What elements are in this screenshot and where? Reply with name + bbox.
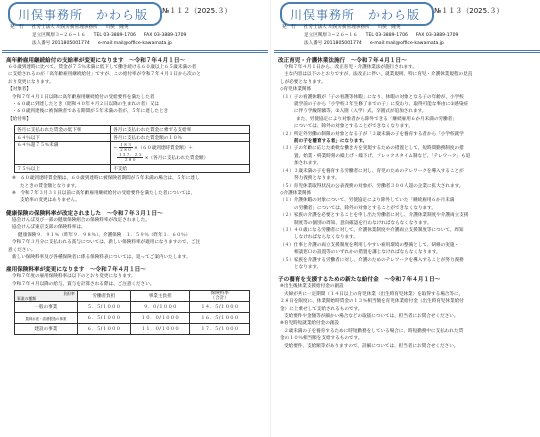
paragraph: ６０歳到達時に比べて、賃金が７５％未満に低下して働き続ける６０歳以上６５歳未満の者 — [8, 65, 197, 70]
denominator: ２８０ — [119, 147, 132, 153]
note: 支給率の変更はありません。 — [20, 198, 80, 204]
publisher-tel: TEL 03-3889-1706 — [93, 33, 136, 38]
list-item-cont: 制度等の個別の周知、意向確認を行わなければならなくなります。 — [294, 220, 432, 226]
table-cell: １４．５/１０００ — [190, 302, 250, 313]
header-rule — [274, 50, 540, 51]
header-rule-thin — [274, 52, 540, 53]
table-cell: ６４％以下 — [15, 134, 111, 142]
table-row — [15, 142, 250, 165]
section-title: 高年齢雇用継続給付の支給率が変更になります ～令和７年４月１日～ — [6, 58, 186, 64]
table-header — [190, 291, 250, 302]
paragraph: 新しい保険料率及び各種保険者に係る保険料表については、追ってご案内いたします。 — [12, 254, 191, 260]
header-rule-thin — [2, 52, 268, 53]
table-cell: ６４％超７５％未満 — [15, 142, 111, 165]
formula-cell: − $\frac{183}{280} \times(60$歳到達時賃金額）＋ $\frac{137.25}{280}$ ×（各月に支払われた賃金額） — [111, 142, 250, 165]
paragraph: に支給されるのが「高年齢雇用継続給付」ですが、この給付率が令和７年４月１日から次のと — [8, 72, 201, 78]
newsletter-page-112 — [2, 0, 268, 437]
subheading: ※出生後休業支援給付金の創設 — [280, 284, 344, 290]
list-item-cont: また、労使協定により対象者から除外できる「継続雇用６か月未満の労働者」 — [296, 116, 457, 122]
list-item-cont: しなければならなくなります。 — [294, 235, 358, 241]
corporate-number: 法人番号 2011805001774 — [304, 41, 362, 46]
paragraph: 令和７年４月１日以降に高年齢雇用継続給付の受給要件を満たした者 — [12, 94, 155, 100]
table-header — [15, 291, 78, 302]
newsletter-page-113 — [274, 0, 540, 437]
subheading: 【給付率】 — [8, 116, 31, 122]
table-row — [15, 165, 250, 173]
table-row — [15, 134, 250, 142]
list-item: （２）所定外労働の制限の対象となる子が「３歳未満の子を養育する者から「小学校就学 — [280, 131, 464, 137]
table-cell: １７．５/１０００ — [190, 324, 250, 335]
paragraph: 金の１０％相当額を支給するものです。 — [280, 336, 363, 342]
table-cell: １１．０/１０００ — [130, 324, 190, 335]
table-header: 各月に支払われた賃金に乗ずる支給率 — [111, 126, 250, 134]
numerator: １８３ — [119, 142, 132, 148]
publisher-name: 社労士法人 川俣労務管理事務所 — [303, 25, 370, 30]
subheading: ※育児時短就業給付金の創設 — [280, 321, 339, 327]
paragraph: ・６０歳に到達したとき（昭和４０年４月２日以降の生まれの者）又は — [12, 102, 160, 108]
publisher-block — [282, 24, 458, 48]
section-title: 子の養育を支援するための新たな給付金 ～令和７年４月１日～ — [278, 277, 441, 284]
publisher-address: 足立区関原３−２６−１６ — [304, 33, 358, 38]
list-item-cont: となります。 — [294, 264, 322, 270]
table-cell: １６．５/１０００ — [190, 313, 250, 324]
paragraph: 令和７年４月以降の給与、賞与を計算される際は、ご注意ください。 — [12, 281, 155, 287]
newsletter-logo — [280, 2, 434, 26]
publisher-email: e-mail:mail@office-kawamata.jp — [97, 41, 172, 46]
publisher-address: 足立区関原３−２６−１６ — [32, 33, 86, 38]
header-sub: 負担率 — [63, 291, 75, 297]
header-sub: 事業の種類 — [17, 296, 36, 302]
section-childcare-law — [278, 56, 536, 271]
paragraph: 主な内容は以下のとおりですが、法改正に伴い、就業規則、特に育児・介護休業規程の見直 — [284, 72, 473, 78]
section-childcare-benefit — [278, 275, 536, 350]
paragraph: 健康保険９．９１％（昨年９．９８％）、介護保険 １．５９％（昨年１．６０％） — [18, 232, 191, 238]
table-cell: 不支給 — [111, 165, 250, 173]
paragraph: ２８日を限度に、休業開始時賃金の１３％相当額を育児休業給付金（出生時育児休業給付 — [280, 299, 464, 305]
list-item: （２）家族の介護を必要とすることを申し出た労働者に対し、介護休業制度や介護両立支援 — [280, 213, 469, 219]
publisher-label: 発 行 — [282, 25, 296, 30]
paragraph: 意ください。 — [8, 247, 36, 253]
table-header: 労働者負担 — [77, 291, 130, 302]
list-item-cont: については、除外の対象とすることができなくなります。 — [294, 124, 413, 130]
table-cell: 一般の事業 — [15, 302, 78, 313]
table-cell: 農林水産・清酒製造の事業 — [15, 313, 78, 324]
table-cell: ７５％以上 — [15, 165, 111, 173]
list-item: （１）子の看護休暇が「子の看護等休暇」になり、休暇の対象となる子の年齢が、小学校 — [280, 94, 464, 100]
numerator: １３７．２５ — [118, 152, 143, 158]
corporate-number: 法人番号 2011805001774 — [32, 41, 90, 46]
table-row — [15, 313, 250, 324]
denominator: ２８０ — [124, 157, 137, 163]
issue-number: №１１３（2025.３） — [434, 7, 504, 15]
subheading: ◇育児休業関係 — [280, 87, 312, 93]
newsletter-header — [274, 0, 540, 52]
section-title: 雇用保険料率が変更になります ～令和７年４月１日～ — [6, 267, 146, 274]
paragraph: 協会けんぽ及び一部の健康保険組合の保険料率が改定されました。 — [12, 217, 150, 223]
table-cell: ６．５/１０００ — [77, 324, 130, 335]
newsletter-title: 川俣事務所 かわら版 — [18, 8, 149, 22]
list-item: （３）４０歳になる労働者に対して、介護休業制度や介護両立支援制度等について、周知 — [280, 227, 464, 233]
issue-number: №１１２（2025.３） — [162, 7, 232, 15]
section-title: 改正育児・介護休業法施行 ～令和７年４月１日～ — [278, 58, 407, 64]
paragraph: ２歳未満の子を養育するために時短勤務をしている場合に、時短勤務中に支払われた賃 — [284, 328, 464, 334]
table-cell: 建設の事業 — [15, 324, 78, 335]
list-item-cont: 置、始業・終業時刻の繰上げ・繰下げ、フレックスタイム制など、「テレワーク」も追 — [294, 153, 471, 159]
publisher-tel: TEL 03-3889-1706 — [365, 33, 408, 38]
table-row — [15, 324, 250, 335]
publisher-block — [10, 24, 186, 48]
note: ※ ６０歳到達時賃金額は、６０歳到達時に被保険者期間が５年未満の場合は、５年に達し — [12, 176, 200, 182]
section-health-insurance — [6, 209, 264, 261]
paragraph: 支給要件や金額等が細かい場合などの取扱については、担当者にお問合せください。 — [284, 314, 459, 319]
section-employment-continuation — [6, 56, 264, 205]
header-sub: （合計） — [210, 296, 229, 302]
list-item: （５）家族を介護する労働者に対し、介護のためのテレワークを導入することが努力義務 — [280, 257, 464, 263]
publisher-label: 発 行 — [10, 25, 24, 30]
table-cell: ５．５/１０００ — [77, 302, 130, 313]
newsletter-logo — [8, 2, 162, 26]
section-employment-insurance — [6, 265, 264, 335]
paragraph: しが必要となります。 — [280, 79, 326, 85]
publisher-name: 社労士法人 川俣労務管理事務所 — [31, 25, 98, 30]
publisher-email: e-mail:mail@office-kawamata.jp — [369, 41, 444, 46]
list-item-cont: 努力義務となります。 — [294, 176, 340, 182]
employment-insurance-rate-table — [14, 290, 250, 335]
newsletter-header — [2, 0, 268, 52]
publisher-person: 川俣 隆英 — [105, 25, 129, 30]
table-row — [15, 126, 250, 134]
header-rule — [2, 50, 268, 51]
paragraph: 金）に上乗せして支給されるものです。 — [280, 306, 363, 312]
list-item-cont: 前の子を養育する者」になります。 — [294, 139, 368, 145]
table-header: 各月に支払われた賃金の低下率 — [15, 126, 111, 134]
table-cell: ９．０/１０００ — [130, 302, 190, 313]
benefit-rate-table — [14, 125, 250, 173]
note: たときの賃金額となります。 — [20, 183, 80, 189]
list-item-cont: に伴う学級閉鎖等、②入園（入学）式、卒園式が追加されます。 — [294, 109, 427, 115]
newsletter-title: 川俣事務所 かわら版 — [290, 8, 421, 22]
table-cell: ６．５/１０００ — [77, 313, 130, 324]
paragraph: 令和７年３月分に支払われる賞与については、新しい保険料率が適用になりますので、ご注 — [12, 240, 201, 246]
list-item-cont — [294, 101, 536, 108]
note: ※ 令和７年３月３１日以前に高年齢雇用継続給付の受給要件を満たした者については、 — [12, 191, 195, 197]
table-row — [15, 302, 250, 313]
section-title: 健康保険の保険料率が改定されました ～令和７年３月１日～ — [6, 210, 163, 217]
paragraph: 夫婦が共に一定期間（１４日以上の育児休業（出生時育児休業）を取得する場合等に、 — [284, 291, 464, 297]
paragraph: ・６０歳到達後に被保険者である期間が５年未満の者が、５年に達したとき — [12, 109, 169, 115]
paragraph: 令和７年度の雇用保険料率は以下のとおり変更になります。 — [12, 274, 136, 280]
header-sub: 保険料率 — [210, 291, 229, 297]
text: 就学前の子から「小学校３年生修了までの子」に変わり、取得可能な事由に①感染症 — [294, 102, 469, 108]
list-item: （４）仕事と介護の両立支援制度を利用しやすい雇用環境の整備として、研修の実施・ — [280, 242, 460, 248]
list-item-cont: 加されます。 — [294, 161, 322, 167]
page-divider — [270, 0, 271, 437]
publisher-person: 川俣 隆英 — [377, 25, 401, 30]
fraction — [119, 143, 133, 152]
list-item: （５）育児休業取得状況の公表義務の対象が、労働者３００人超の企業に拡大されます。 — [280, 183, 464, 189]
paragraph: おり変更になります。 — [8, 79, 54, 85]
list-item-cont: 相談窓口の設置等のいずれかの措置を講じなければならなくなります。 — [294, 250, 441, 256]
list-item: （１）介護休暇の対象について、労使協定により除外していた「継続雇用６か月未満 — [280, 198, 455, 204]
table-cell: 各月に支払われた賃金額の１０％ — [111, 134, 250, 142]
subheading: 【対象者】 — [8, 87, 31, 93]
list-item-cont: の労働者」については、除外の対象とすることができなくなります。 — [294, 205, 436, 211]
paragraph: 受給要件、支給額等がありますので、詳細については、担当者にお問合せください。 — [284, 343, 459, 349]
table-header: 事業主負担 — [130, 291, 190, 302]
table-cell: １０．０/１０００ — [130, 313, 190, 324]
formula-text: ×（各月に支払われた賃金額） — [144, 156, 209, 162]
paragraph: 協会けんぽ東京支部の保険料率は、 — [12, 225, 86, 231]
fraction — [117, 153, 143, 162]
subheading: ◇介護休業関係 — [280, 190, 312, 196]
publisher-fax: FAX 03-3889-1709 — [415, 33, 459, 38]
list-item: （３）子の年齢に応じた柔軟な働き方を実現するための措置として、短時間勤務制度の措 — [280, 146, 464, 152]
paragraph: 令和７年４月１日から、改正育児・介護休業法が施行されます。 — [284, 65, 417, 70]
publisher-fax: FAX 03-3889-1709 — [143, 33, 187, 38]
formula-text: ×（６０歳到達時賃金額）＋ — [133, 146, 193, 152]
table-row — [15, 291, 250, 302]
list-item: （４）３歳未満の子を養育する労働者に対し、育児のためのテレワークを導入することが — [280, 168, 464, 174]
